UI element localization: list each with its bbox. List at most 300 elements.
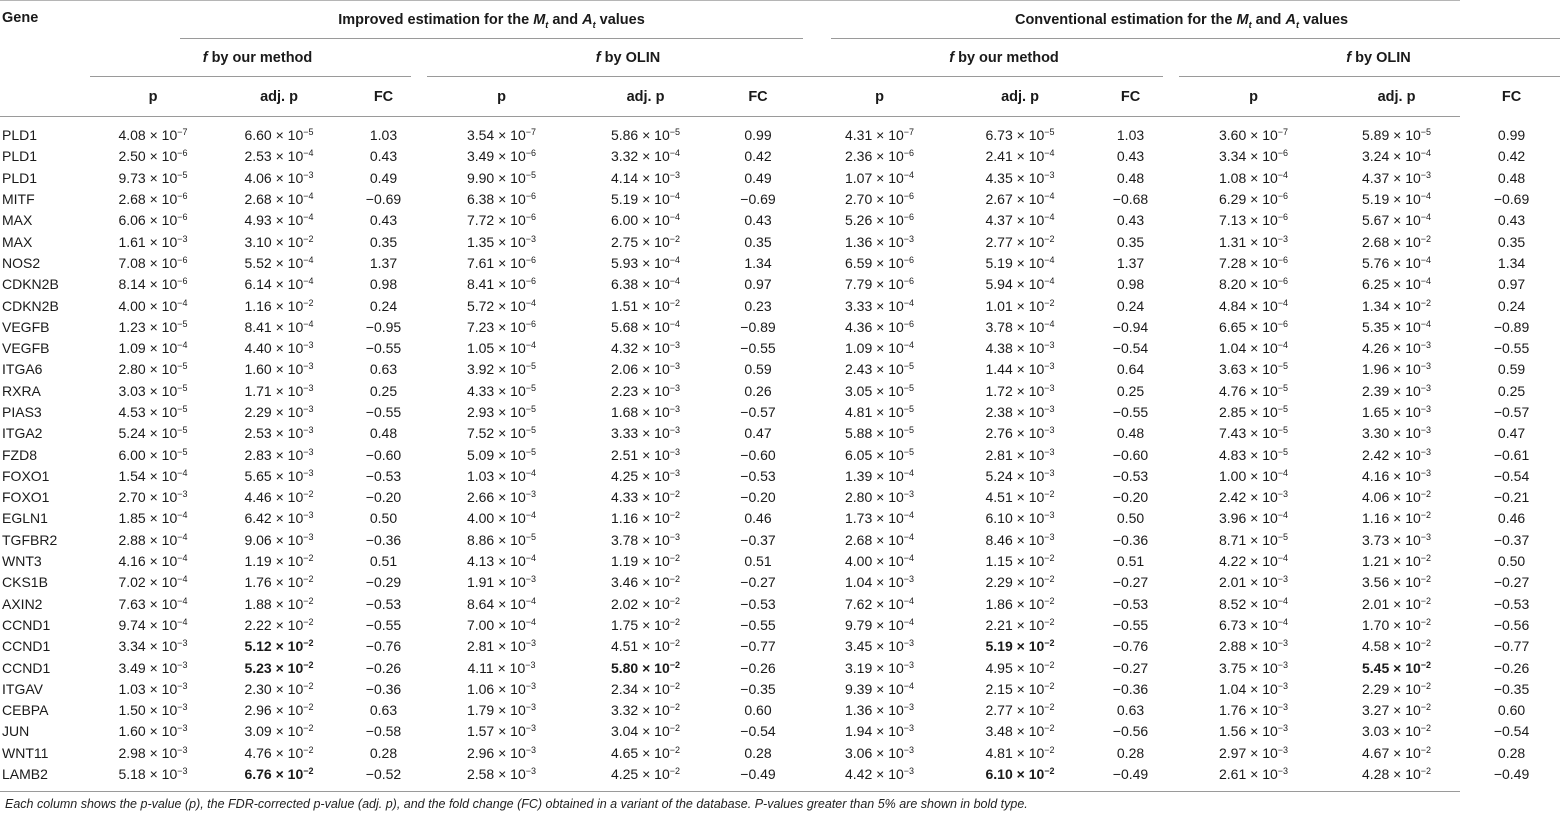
exponent: −2	[303, 744, 314, 755]
fc-cell: 0.48	[1116, 425, 1145, 442]
mantissa: 4.00	[466, 510, 495, 527]
exponent: −3	[525, 233, 537, 244]
value-cell: $2.42 \times 10^{-3}$	[1218, 489, 1289, 506]
exponent: −2	[669, 510, 681, 521]
value-cell: $4.40 \times 10^{-3}$	[244, 340, 314, 357]
fc-cell: −0.77	[1493, 638, 1530, 655]
mantissa: 6.10	[985, 766, 1013, 783]
value-cell: $7.13 \times 10^{-6}$	[1218, 212, 1289, 229]
exponent: −2	[1044, 702, 1055, 713]
exponent: −3	[177, 680, 188, 691]
mantissa: 5.68	[610, 318, 639, 335]
value-cell: $4.25 \times 10^{-2}$	[610, 766, 681, 783]
exponent: −4	[177, 297, 188, 308]
value-cell: $7.62 \times 10^{-4}$	[844, 595, 915, 612]
exponent: −7	[903, 127, 915, 138]
value-cell: $2.66 \times 10^{-3}$	[466, 489, 537, 506]
exponent: −3	[669, 404, 681, 414]
gene-cell: PIAS3	[2, 404, 42, 420]
mantissa: 2.29	[1361, 680, 1390, 697]
value-cell: $3.73 \times 10^{-3}$	[1361, 531, 1432, 548]
mantissa: 3.32	[610, 148, 639, 165]
value-cell: $3.06 \times 10^{-3}$	[844, 744, 915, 761]
mantissa: 5.94	[985, 276, 1013, 293]
exponent: −3	[1420, 425, 1432, 436]
exponent: −2	[669, 553, 681, 564]
exponent: −2	[1044, 659, 1055, 670]
exponent: −3	[303, 382, 314, 393]
mantissa: 2.96	[244, 702, 272, 719]
mantissa: 4.00	[118, 297, 146, 314]
mantissa: 2.01	[1218, 574, 1247, 591]
fc-cell: −0.60	[365, 446, 402, 463]
exponent: −6	[525, 318, 537, 329]
fc-cell: 0.35	[369, 233, 398, 250]
value-cell: $7.79 \times 10^{-6}$	[844, 276, 915, 293]
exponent: −5	[525, 404, 537, 414]
table-row	[0, 657, 1560, 678]
mantissa: 2.83	[244, 446, 272, 463]
value-cell: $1.35 \times 10^{-3}$	[466, 233, 537, 250]
exponent: −4	[669, 212, 681, 223]
value-cell: $5.24 \times 10^{-3}$	[985, 467, 1055, 484]
exponent: −5	[177, 361, 188, 372]
exponent: −4	[177, 616, 188, 627]
value-cell: $2.61 \times 10^{-3}$	[1218, 766, 1289, 783]
mantissa: 2.38	[985, 404, 1013, 420]
exponent: −3	[669, 340, 681, 351]
fc-cell: 0.35	[1497, 233, 1526, 250]
mantissa: 4.32	[610, 340, 639, 357]
mantissa: 1.72	[985, 382, 1013, 399]
value-cell: $4.28 \times 10^{-2}$	[1361, 766, 1432, 783]
mantissa: 9.73	[118, 169, 146, 186]
exponent: −3	[903, 723, 915, 734]
mantissa: 2.68	[118, 191, 146, 208]
fc-cell: −0.53	[365, 595, 402, 612]
exponent: −2	[303, 297, 314, 308]
mantissa: 4.46	[244, 489, 272, 506]
value-cell: $5.65 \times 10^{-3}$	[244, 467, 314, 484]
exponent: −4	[1420, 276, 1432, 287]
gene-cell: CCND1	[2, 638, 51, 655]
exponent: −3	[177, 766, 188, 777]
value-cell: $1.19 \times 10^{-2}$	[610, 553, 681, 570]
fc-cell: −0.55	[365, 616, 402, 633]
fc-cell: −0.54	[1112, 340, 1149, 357]
value-cell: $4.83 \times 10^{-5}$	[1218, 446, 1289, 463]
fc-cell: 0.46	[1497, 510, 1526, 527]
mantissa: 4.00	[844, 553, 873, 570]
value-cell: $6.10 \times 10^{-2}$	[985, 766, 1055, 783]
exponent: −2	[303, 680, 314, 691]
subgroup-header-improved-olin: f by OLIN	[425, 39, 803, 77]
value-cell: $8.46 \times 10^{-3}$	[985, 531, 1055, 548]
value-cell: $3.78 \times 10^{-4}$	[985, 318, 1055, 335]
value-cell: $5.26 \times 10^{-6}$	[844, 212, 915, 229]
exponent: −5	[1277, 446, 1289, 457]
mantissa: 4.93	[244, 212, 272, 229]
mantissa: 2.30	[244, 680, 272, 697]
exponent: −3	[1044, 169, 1055, 180]
mantissa: 5.23	[244, 659, 272, 676]
mantissa: 3.30	[1361, 425, 1390, 442]
exponent: −6	[1277, 276, 1289, 287]
value-cell: $5.18 \times 10^{-3}$	[118, 766, 188, 783]
mantissa: 9.39	[844, 680, 873, 697]
mantissa: 5.24	[118, 425, 146, 442]
mantissa: 3.78	[610, 531, 639, 548]
mantissa: 2.06	[610, 361, 639, 378]
value-cell: $2.68 \times 10^{-2}$	[1361, 233, 1432, 250]
value-cell: $2.88 \times 10^{-3}$	[1218, 638, 1289, 655]
mantissa: 4.31	[844, 127, 873, 144]
mantissa: 1.76	[1218, 702, 1247, 719]
exponent: −4	[303, 276, 314, 287]
value-cell: $1.79 \times 10^{-3}$	[466, 702, 537, 719]
value-cell: $1.75 \times 10^{-2}$	[610, 616, 681, 633]
mantissa: 1.56	[1218, 723, 1247, 740]
fc-cell: 0.97	[1497, 276, 1526, 293]
fc-cell: −0.57	[1493, 404, 1530, 420]
value-cell: $8.52 \times 10^{-4}$	[1218, 595, 1289, 612]
fc-cell: 0.60	[1497, 702, 1526, 719]
mantissa: 2.41	[985, 148, 1013, 165]
exponent: −2	[303, 766, 314, 777]
value-cell: $6.05 \times 10^{-5}$	[844, 446, 915, 463]
table-row	[0, 594, 1560, 615]
value-cell: $5.45 \times 10^{-2}$	[1361, 659, 1432, 676]
gene-cell: MITF	[2, 191, 35, 208]
mantissa: 6.00	[118, 446, 146, 463]
exponent: −2	[1044, 574, 1055, 585]
gene-cell: LAMB2	[2, 766, 48, 783]
fc-cell: −0.49	[1112, 766, 1149, 783]
value-cell: $4.93 \times 10^{-4}$	[244, 212, 314, 229]
value-cell: $5.88 \times 10^{-5}$	[844, 425, 915, 442]
mantissa: 2.80	[844, 489, 873, 506]
mantissa: 6.29	[1218, 191, 1247, 208]
value-cell: $2.70 \times 10^{-3}$	[118, 489, 188, 506]
exponent: −2	[669, 574, 681, 585]
exponent: −3	[177, 638, 188, 649]
value-cell: $4.25 \times 10^{-3}$	[610, 467, 681, 484]
exponent: −6	[525, 212, 537, 223]
value-cell: $6.00 \times 10^{-4}$	[610, 212, 681, 229]
exponent: −4	[525, 616, 537, 627]
mantissa: 2.67	[985, 191, 1013, 208]
exponent: −4	[525, 553, 537, 564]
value-cell: $1.86 \times 10^{-2}$	[985, 595, 1055, 612]
value-cell: $4.65 \times 10^{-2}$	[610, 744, 681, 761]
gene-cell: ITGA2	[2, 425, 43, 442]
mantissa: 2.51	[610, 446, 639, 463]
mantissa: 3.78	[985, 318, 1013, 335]
value-cell: $2.06 \times 10^{-3}$	[610, 361, 681, 378]
exponent: −3	[1277, 659, 1289, 670]
value-cell: $4.22 \times 10^{-4}$	[1218, 553, 1289, 570]
mantissa: 2.97	[1218, 744, 1247, 761]
fc-cell: −0.27	[1112, 659, 1149, 676]
exponent: −4	[177, 553, 188, 564]
value-cell: $3.34 \times 10^{-3}$	[118, 638, 188, 655]
fc-cell: −0.54	[1493, 467, 1530, 484]
value-cell: $1.36 \times 10^{-3}$	[844, 233, 915, 250]
value-cell: $6.29 \times 10^{-6}$	[1218, 191, 1289, 208]
value-cell: $8.64 \times 10^{-4}$	[466, 595, 537, 612]
value-cell: $4.51 \times 10^{-2}$	[610, 638, 681, 655]
mantissa: 3.34	[118, 638, 146, 655]
exponent: −2	[303, 616, 314, 627]
value-cell: $9.74 \times 10^{-4}$	[118, 616, 188, 633]
exponent: −5	[177, 169, 188, 180]
fc-cell: 0.35	[744, 233, 772, 250]
exponent: −3	[177, 744, 188, 755]
mantissa: 6.05	[844, 446, 873, 463]
table-row	[0, 189, 1560, 210]
exponent: −3	[303, 361, 314, 372]
gene-cell: VEGFB	[2, 318, 50, 335]
gene-cell: WNT3	[2, 553, 42, 570]
exponent: −2	[669, 680, 681, 691]
value-cell: $3.19 \times 10^{-3}$	[844, 659, 915, 676]
exponent: −2	[1044, 489, 1055, 500]
value-cell: $1.00 \times 10^{-4}$	[1218, 467, 1289, 484]
value-cell: $4.33 \times 10^{-2}$	[610, 489, 681, 506]
mantissa: 2.21	[985, 616, 1013, 633]
value-cell: $3.48 \times 10^{-2}$	[985, 723, 1055, 740]
table-row	[0, 466, 1560, 487]
exponent: −2	[1044, 680, 1055, 691]
mantissa: 2.02	[610, 595, 639, 612]
gene-cell: CDKN2B	[2, 276, 59, 293]
gene-cell: MAX	[2, 212, 33, 229]
exponent: −2	[303, 702, 314, 713]
mantissa: 6.10	[985, 510, 1013, 527]
fc-cell: −0.53	[1112, 595, 1149, 612]
mantissa: 2.66	[466, 489, 495, 506]
fc-cell: −0.27	[740, 574, 776, 591]
mantissa: 2.81	[466, 638, 495, 655]
mantissa: 5.86	[610, 127, 639, 144]
value-cell: $5.19 \times 10^{-4}$	[1361, 191, 1432, 208]
fc-cell: 0.48	[369, 425, 398, 442]
mantissa: 5.72	[466, 297, 495, 314]
exponent: −4	[525, 510, 537, 521]
mantissa: 5.19	[985, 638, 1013, 655]
gene-cell: CDKN2B	[2, 297, 59, 314]
mantissa: 1.44	[985, 361, 1013, 378]
mantissa: 2.22	[244, 616, 272, 633]
value-cell: $4.67 \times 10^{-2}$	[1361, 744, 1432, 761]
mantissa: 3.54	[466, 127, 495, 144]
exponent: −5	[903, 361, 915, 372]
fc-cell: −0.53	[740, 467, 776, 484]
mantissa: 2.96	[466, 744, 495, 761]
value-cell: $2.21 \times 10^{-2}$	[985, 616, 1055, 633]
value-cell: $3.54 \times 10^{-7}$	[466, 127, 537, 144]
exponent: −3	[177, 489, 188, 500]
exponent: −2	[1044, 723, 1055, 734]
fc-cell: 0.49	[744, 169, 772, 186]
gene-cell: AXIN2	[2, 595, 43, 612]
value-cell: $1.09 \times 10^{-4}$	[844, 340, 915, 357]
mantissa: 6.42	[244, 510, 272, 527]
mantissa: 2.61	[1218, 766, 1247, 783]
value-cell: $4.16 \times 10^{-4}$	[118, 553, 188, 570]
column-header-fc: FC	[1501, 89, 1522, 105]
exponent: −5	[177, 382, 188, 393]
value-cell: $2.81 \times 10^{-3}$	[466, 638, 537, 655]
value-cell: $4.32 \times 10^{-3}$	[610, 340, 681, 357]
mantissa: 3.45	[844, 638, 873, 655]
value-cell: $4.84 \times 10^{-4}$	[1218, 297, 1289, 314]
mantissa: 1.03	[118, 680, 146, 697]
value-cell: $1.76 \times 10^{-3}$	[1218, 702, 1289, 719]
mantissa: 1.61	[118, 233, 146, 250]
exponent: −3	[903, 489, 915, 500]
mantissa: 4.42	[844, 766, 873, 783]
value-cell: $1.23 \times 10^{-5}$	[118, 318, 188, 335]
value-cell: $2.22 \times 10^{-2}$	[244, 616, 314, 633]
value-cell: $7.23 \times 10^{-6}$	[466, 318, 537, 335]
mantissa: 1.54	[118, 467, 146, 484]
mantissa: 1.07	[844, 169, 873, 186]
fc-cell: 1.03	[1116, 127, 1145, 144]
exponent: −4	[1277, 510, 1289, 521]
table-body	[0, 117, 1560, 785]
mantissa: 3.24	[1361, 148, 1390, 165]
exponent: −4	[1277, 616, 1289, 627]
exponent: −5	[1277, 531, 1289, 542]
group-header-conventional: Conventional estimation for the $M_t$ and $A_t$ values	[803, 0, 1560, 39]
exponent: −2	[1044, 553, 1055, 564]
mantissa: 2.39	[1361, 382, 1390, 399]
mantissa: 4.14	[610, 169, 639, 186]
value-cell: $6.00 \times 10^{-5}$	[118, 446, 188, 463]
table-header	[0, 0, 1560, 117]
column-header-adj-p: adj. p	[1377, 89, 1416, 105]
value-cell: $5.76 \times 10^{-4}$	[1361, 254, 1432, 271]
fc-cell: 0.28	[1116, 744, 1145, 761]
exponent: −3	[1044, 510, 1055, 521]
exponent: −3	[525, 574, 537, 585]
exponent: −4	[1277, 467, 1289, 478]
fc-cell: 0.43	[1497, 212, 1526, 229]
value-cell: $1.50 \times 10^{-3}$	[118, 702, 188, 719]
fc-cell: 0.51	[369, 553, 398, 570]
value-cell: $2.77 \times 10^{-2}$	[985, 702, 1055, 719]
value-cell: $2.30 \times 10^{-2}$	[244, 680, 314, 697]
value-cell: $2.93 \times 10^{-5}$	[466, 404, 537, 420]
value-cell: $4.58 \times 10^{-2}$	[1361, 638, 1432, 655]
value-cell: $1.72 \times 10^{-3}$	[985, 382, 1055, 399]
mantissa: 6.38	[610, 276, 639, 293]
exponent: −2	[1420, 659, 1432, 670]
value-cell: $1.96 \times 10^{-3}$	[1361, 361, 1432, 378]
mantissa: 1.36	[844, 233, 873, 250]
mantissa: 7.23	[466, 318, 495, 335]
mantissa: 8.64	[466, 595, 495, 612]
mantissa: 3.19	[844, 659, 873, 676]
fc-cell: −0.69	[740, 191, 776, 208]
fc-cell: −0.36	[1112, 680, 1149, 697]
value-cell: $3.05 \times 10^{-5}$	[844, 382, 915, 399]
value-cell: $7.00 \times 10^{-4}$	[466, 616, 537, 633]
mantissa: 4.83	[1218, 446, 1247, 463]
exponent: −4	[525, 297, 537, 308]
value-cell: $6.60 \times 10^{-5}$	[244, 127, 314, 144]
value-cell: $1.19 \times 10^{-2}$	[244, 553, 314, 570]
mantissa: 4.65	[610, 744, 639, 761]
exponent: −4	[1277, 595, 1289, 606]
mantissa: 1.05	[466, 340, 495, 357]
table-row	[0, 338, 1560, 359]
fc-cell: −0.35	[740, 680, 776, 697]
value-cell: $1.34 \times 10^{-2}$	[1361, 297, 1432, 314]
value-cell: $1.08 \times 10^{-4}$	[1218, 169, 1289, 186]
exponent: −3	[303, 467, 314, 478]
fc-cell: 0.43	[369, 212, 398, 229]
fc-cell: 0.43	[744, 212, 772, 229]
value-cell: $9.90 \times 10^{-5}$	[466, 169, 537, 186]
exponent: −3	[1277, 489, 1289, 500]
table-row	[0, 572, 1560, 593]
column-header-p: p	[1249, 89, 1258, 105]
mantissa: 1.03	[466, 467, 495, 484]
exponent: −2	[1420, 680, 1432, 691]
value-cell: $2.15 \times 10^{-2}$	[985, 680, 1055, 697]
mantissa: 5.09	[466, 446, 495, 463]
table-row	[0, 359, 1560, 380]
mantissa: 8.20	[1218, 276, 1247, 293]
mantissa: 4.84	[1218, 297, 1247, 314]
fc-cell: 0.43	[1116, 148, 1145, 165]
gene-cell: MAX	[2, 233, 33, 250]
value-cell: $6.73 \times 10^{-4}$	[1218, 616, 1289, 633]
value-cell: $5.72 \times 10^{-4}$	[466, 297, 537, 314]
value-cell: $3.32 \times 10^{-4}$	[610, 148, 681, 165]
table-row	[0, 317, 1560, 338]
value-cell: $2.96 \times 10^{-2}$	[244, 702, 314, 719]
value-cell: $2.68 \times 10^{-6}$	[118, 191, 188, 208]
value-cell: $4.42 \times 10^{-3}$	[844, 766, 915, 783]
mantissa: 4.51	[985, 489, 1013, 506]
exponent: −4	[1420, 212, 1432, 223]
exponent: −4	[1044, 318, 1055, 329]
exponent: −3	[669, 169, 681, 180]
table-row	[0, 423, 1560, 444]
exponent: −3	[1277, 723, 1289, 734]
mantissa: 3.49	[466, 148, 495, 165]
value-cell: $2.39 \times 10^{-3}$	[1361, 382, 1432, 399]
exponent: −6	[177, 212, 188, 223]
value-cell: $4.81 \times 10^{-5}$	[844, 404, 915, 420]
value-cell: $4.38 \times 10^{-3}$	[985, 340, 1055, 357]
fc-cell: 0.25	[1116, 382, 1145, 399]
mantissa: 4.33	[466, 382, 495, 399]
mantissa: 1.73	[844, 510, 873, 527]
mantissa: 7.00	[466, 616, 495, 633]
mantissa: 5.88	[844, 425, 873, 442]
exponent: −6	[1277, 254, 1289, 265]
value-cell: $1.70 \times 10^{-2}$	[1361, 616, 1432, 633]
mantissa: 4.37	[985, 212, 1013, 229]
subgroup-header-conventional-our-method: f by our method	[803, 39, 1177, 77]
exponent: −4	[903, 169, 915, 180]
exponent: −2	[669, 702, 681, 713]
exponent: −4	[177, 531, 188, 542]
